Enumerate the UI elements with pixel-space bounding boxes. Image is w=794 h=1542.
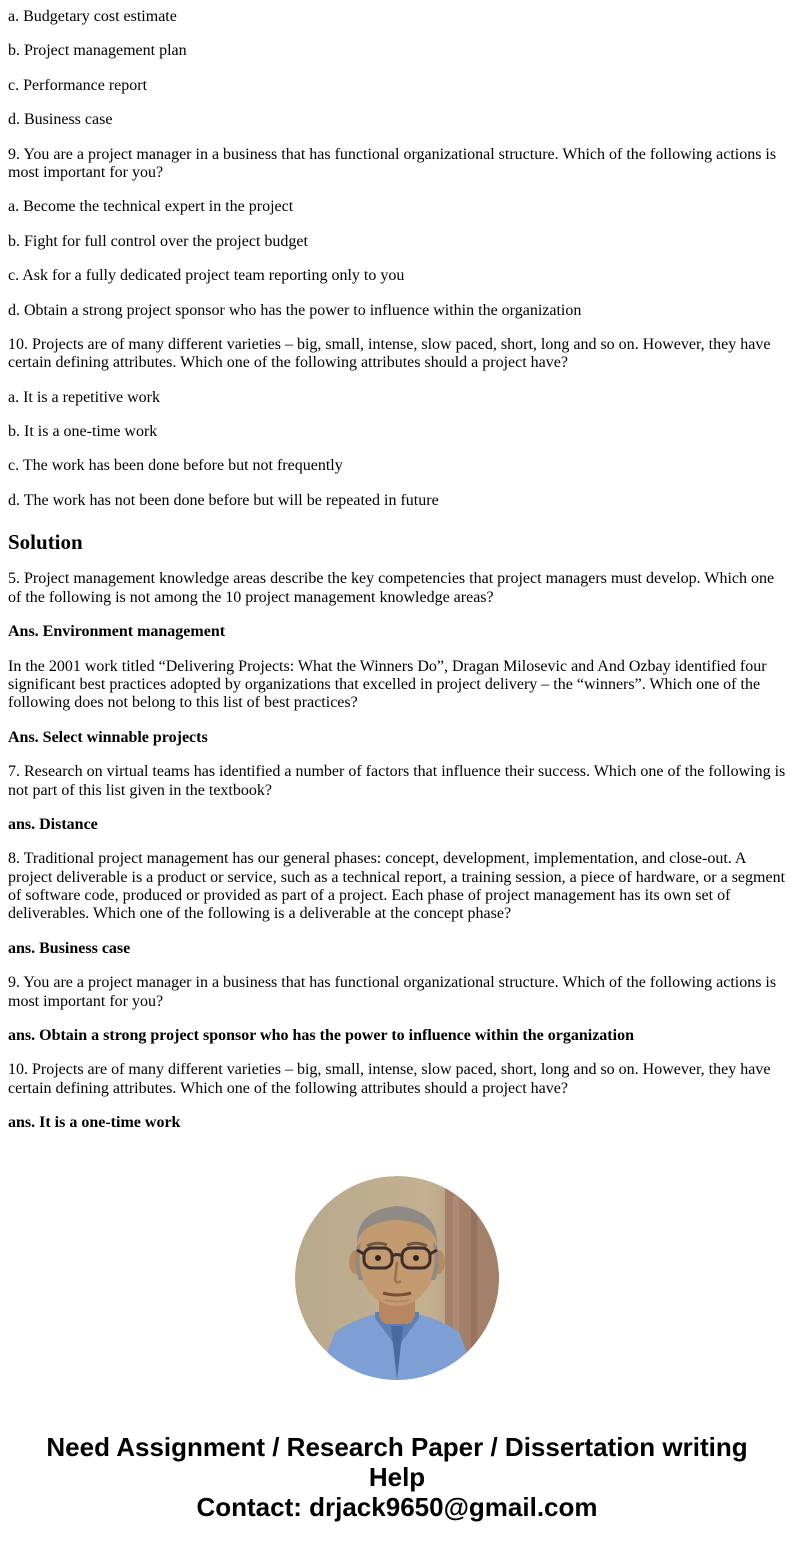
answer-text: ans. Distance xyxy=(8,815,98,833)
quiz-option: c. The work has been done before but not frequently xyxy=(8,457,343,475)
tutor-avatar-figure xyxy=(8,1176,786,1380)
question-text: In the 2001 work titled “Delivering Projects: What the Winners Do”, Dragan Milosevic and And Ozbay identified four significant best practices adopted by organizations that excelled in project delivery – the “winners”. Which one of the following does not belong to this list of best practices? xyxy=(8,657,767,712)
question-text: 9. You are a project manager in a business that has functional organizational structure. Which of the following actions is most important for you? xyxy=(8,145,777,181)
question-text: 10. Projects are of many different varieties – big, small, intense, slow paced, short, long and so on. However, they have certain defining attributes. Which one of the following attributes should a project have? xyxy=(8,335,771,372)
answer-text: ans. Business case xyxy=(8,939,131,957)
answer-text: ans. Obtain a strong project sponsor who has the power to influence within the organization xyxy=(8,1027,634,1045)
question-text: 8. Traditional project management has our general phases: concept, development, implementation, and close-out. A project deliverable is a product or service, such as a technical report, a training session, a piece of hardware, or a segment of software code, produced or provided as part of a project. Each phase of project management has its own set of deliverables. Which one of the following is a deliverable at the concept phase? xyxy=(8,850,786,923)
quiz-option: c. Performance report xyxy=(8,76,148,94)
footer-headline: Need Assignment / Research Paper / Dissertation writing Help xyxy=(46,1431,748,1492)
solution-section xyxy=(8,570,786,1132)
quiz-option: d. Business case xyxy=(8,111,113,129)
question-text: 10. Projects are of many different varieties – big, small, intense, slow paced, short, long and so on. However, they have certain defining attributes. Which one of the following attributes should a project have? xyxy=(8,1061,771,1097)
footer-cta xyxy=(32,1432,762,1522)
answer-text: ans. It is a one-time work xyxy=(8,1114,181,1132)
answer-text: Ans. Environment management xyxy=(8,623,226,641)
quiz-option: a. Become the technical expert in the project xyxy=(8,198,294,216)
quiz-option: b. Project management plan xyxy=(8,42,187,60)
quiz-option: a. It is a repetitive work xyxy=(8,388,160,406)
solution-heading: Solution xyxy=(8,530,83,555)
tutor-photo xyxy=(295,1176,499,1380)
tutor-photo-illustration xyxy=(295,1176,499,1380)
quiz-option: d. Obtain a strong project sponsor who has the power to influence within the organization xyxy=(8,301,582,319)
question-text: 7. Research on virtual teams has identified a number of factors that influence their success. Which one of the following is not part of this list given in the textbook? xyxy=(8,763,786,799)
quiz-option: a. Budgetary cost estimate xyxy=(8,8,177,25)
answer-text: Ans. Select winnable projects xyxy=(8,728,208,746)
question-text: 9. You are a project manager in a business that has functional organizational structure. Which of the following actions is most important for you? xyxy=(8,974,777,1010)
question-text: 5. Project management knowledge areas describe the key competencies that project managers must develop. Which one of the following is not among the 10 project management knowledge areas? xyxy=(8,570,775,606)
quiz-option: c. Ask for a fully dedicated project team reporting only to you xyxy=(8,267,405,285)
contact-email: Contact: drjack9650@gmail.com xyxy=(196,1491,598,1522)
quiz-section xyxy=(8,8,786,510)
quiz-option: d. The work has not been done before but will be repeated in future xyxy=(8,491,439,509)
quiz-option: b. Fight for full control over the project budget xyxy=(8,232,308,250)
quiz-option: b. It is a one-time work xyxy=(8,423,158,441)
